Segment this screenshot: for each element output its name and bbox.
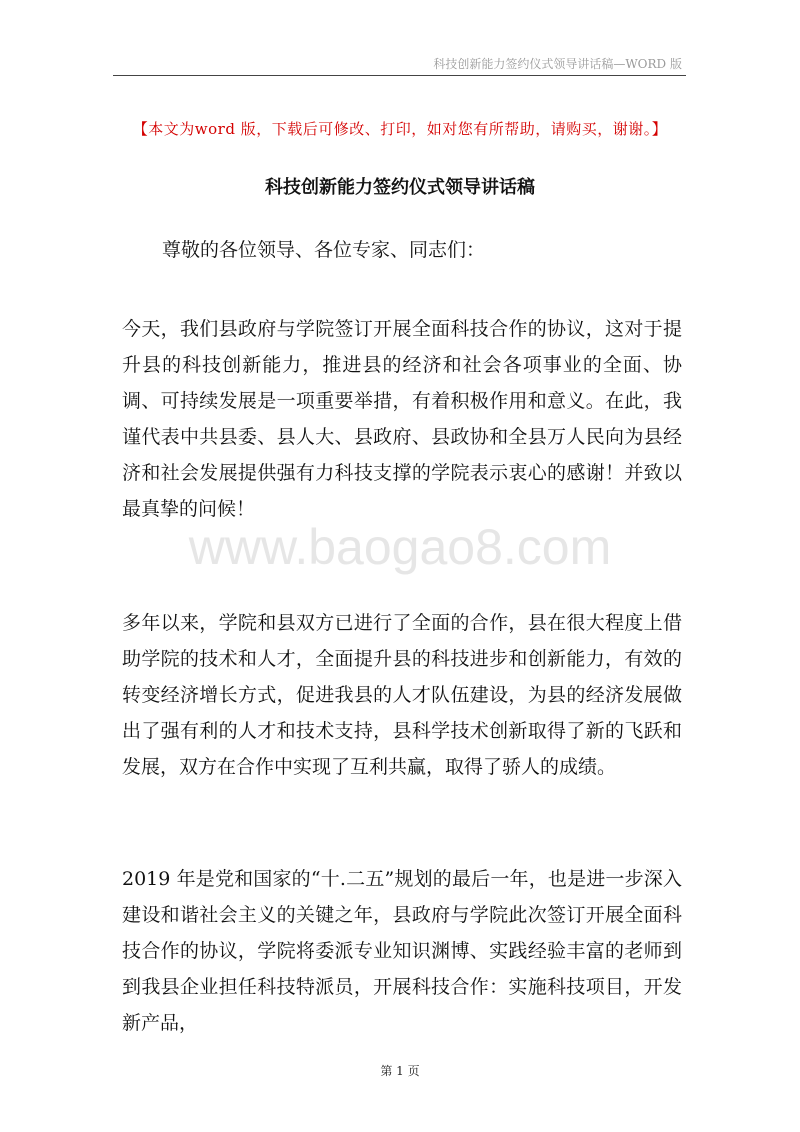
paragraph-1: 今天，我们县政府与学院签订开展全面科技合作的协议，这对于提升县的科技创新能力，推进县的经济和社会各项事业的全面、协调、可持续发展是一项重要举措，有着积极作用和意义。在此，我谨代表中共县委、县人大、县政府、县政协和全县万人民向为县经济和社会发展提供强有力科技支撑的学院表示衷心的感谢！并致以最真挚的问候！ (122, 318, 682, 520)
paragraph-2: 多年以来，学院和县双方已进行了全面的合作，县在很大程度上借助学院的技术和人才，全面提升县的科技进步和创新能力，有效的转变经济增长方式，促进我县的人才队伍建设，为县的经济发展做出了强有利的人才和技术支持，县科学技术创新取得了新的飞跃和发展，双方在合作中实现了互利共赢，取得了骄人的成绩。 (122, 612, 682, 778)
header-divider (113, 75, 686, 76)
page-number: 第 1 页 (380, 1064, 420, 1078)
document-title: 科技创新能力签约仪式领导讲话稿 (265, 177, 535, 198)
paragraph-3: 2019 年是党和国家的“十.二五”规划的最后一年，也是进一步深入建设和谐社会主义的关键之年，县政府与学院此次签订开展全面科技合作的协议，学院将委派专业知识渊博、实践经验丰富的老师到到我县企业担任科技特派员，开展科技合作：实施科技项目，开发新产品， (122, 868, 682, 1034)
purchase-notice: 【本文为word 版，下载后可修改、打印，如对您有所帮助，请购买，谢谢。】 (132, 120, 668, 138)
running-header: 科技创新能力签约仪式领导讲话稿—WORD 版 (433, 57, 682, 71)
watermark: www.baogao8.com (188, 519, 612, 575)
salutation: 尊敬的各位领导、各位专家、同志们： (162, 239, 486, 261)
